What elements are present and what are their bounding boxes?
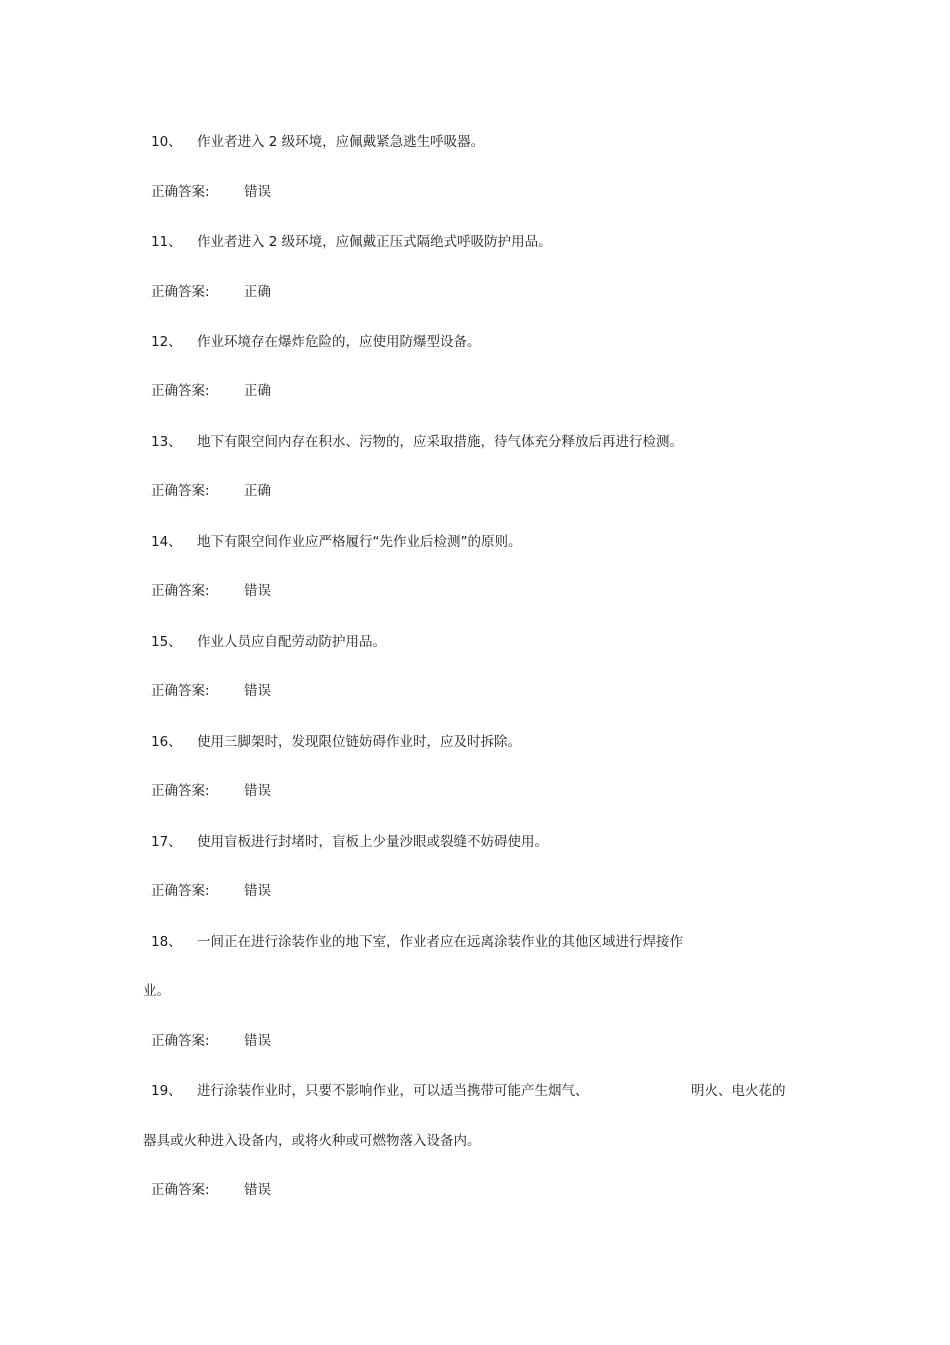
question-16 <box>151 733 521 751</box>
answer-label: 正确答案: <box>151 1033 210 1049</box>
question-number: 19、 <box>151 1083 182 1099</box>
answer-value: 错误 <box>244 184 271 200</box>
question-number: 16、 <box>151 734 182 750</box>
question-text: 一间正在进行涂装作业的地下室，作业者应在远离涂装作业的其他区域进行焊接作 <box>197 934 683 950</box>
answer-label: 正确答案: <box>151 184 210 200</box>
question-19-tail <box>691 1082 786 1100</box>
question-text: 作业者进入 2 级环境，应佩戴正压式隔绝式呼吸防护用品。 <box>197 234 552 250</box>
question-text: 作业人员应自配劳动防护用品。 <box>197 634 386 650</box>
answer-label: 正确答案: <box>151 883 210 899</box>
answer-value: 错误 <box>244 783 271 799</box>
answer-19 <box>151 1181 271 1199</box>
question-12 <box>151 333 481 351</box>
answer-label: 正确答案: <box>151 683 210 699</box>
question-number: 11、 <box>151 234 182 250</box>
question-text-continued: 器具或火种进入设备内，或将火种或可燃物落入设备内。 <box>143 1133 481 1149</box>
question-text: 进行涂装作业时，只要不影响作业，可以适当携带可能产生烟气、 <box>197 1083 589 1099</box>
question-text-continued: 业。 <box>143 983 170 999</box>
question-18 <box>151 933 683 951</box>
question-19 <box>151 1082 589 1100</box>
answer-value: 错误 <box>244 883 271 899</box>
question-text: 使用三脚架时，发现限位链妨碍作业时，应及时拆除。 <box>197 734 521 750</box>
answer-value: 错误 <box>244 1033 271 1049</box>
question-number: 14、 <box>151 534 182 550</box>
answer-value: 正确 <box>244 383 271 399</box>
answer-value: 错误 <box>244 683 271 699</box>
question-17 <box>151 833 548 851</box>
answer-label: 正确答案: <box>151 1182 210 1198</box>
question-15 <box>151 633 386 651</box>
question-text-tail: 明火、电火花的 <box>691 1083 786 1099</box>
answer-17 <box>151 882 271 900</box>
answer-16 <box>151 782 271 800</box>
question-text: 地下有限空间作业应严格履行“先作业后检测”的原则。 <box>197 534 522 550</box>
question-13 <box>151 433 683 451</box>
answer-label: 正确答案: <box>151 783 210 799</box>
answer-label: 正确答案: <box>151 284 210 300</box>
question-19-continuation <box>143 1132 481 1150</box>
answer-12 <box>151 382 271 400</box>
question-number: 17、 <box>151 834 182 850</box>
question-number: 10、 <box>151 134 182 150</box>
answer-11 <box>151 283 271 301</box>
answer-10 <box>151 183 271 201</box>
question-11 <box>151 233 552 251</box>
question-text: 作业者进入 2 级环境，应佩戴紧急逃生呼吸器。 <box>197 134 485 150</box>
answer-label: 正确答案: <box>151 483 210 499</box>
answer-13 <box>151 482 271 500</box>
question-14 <box>151 533 522 551</box>
answer-value: 错误 <box>244 583 271 599</box>
answer-18 <box>151 1032 271 1050</box>
answer-value: 正确 <box>244 483 271 499</box>
question-number: 13、 <box>151 434 182 450</box>
answer-value: 错误 <box>244 1182 271 1198</box>
answer-14 <box>151 582 271 600</box>
question-number: 18、 <box>151 934 182 950</box>
answer-15 <box>151 682 271 700</box>
question-text: 作业环境存在爆炸危险的，应使用防爆型设备。 <box>197 334 481 350</box>
question-10 <box>151 133 484 151</box>
question-number: 12、 <box>151 334 182 350</box>
answer-label: 正确答案: <box>151 383 210 399</box>
question-text: 使用盲板进行封堵时，盲板上少量沙眼或裂缝不妨碍使用。 <box>197 834 548 850</box>
question-text: 地下有限空间内存在积水、污物的，应采取措施，待气体充分释放后再进行检测。 <box>197 434 683 450</box>
answer-value: 正确 <box>244 284 271 300</box>
question-18-continuation <box>143 982 170 1000</box>
question-number: 15、 <box>151 634 182 650</box>
answer-label: 正确答案: <box>151 583 210 599</box>
